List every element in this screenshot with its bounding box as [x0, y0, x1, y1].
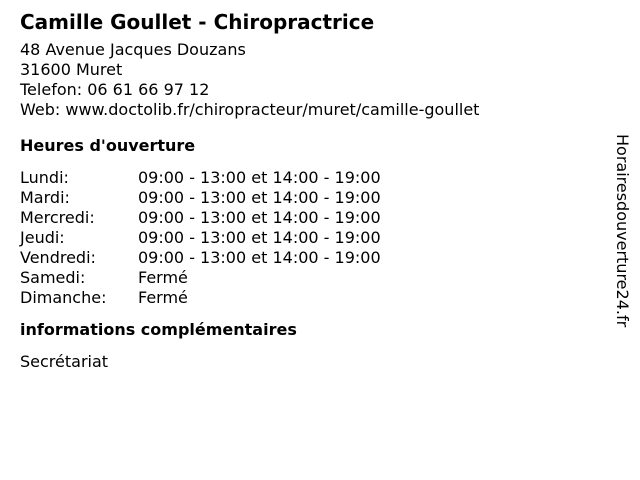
business-name: Camille Goullet - Chiropractrice: [20, 10, 375, 34]
hours-value: 09:00 - 13:00 et 14:00 - 19:00: [138, 188, 381, 207]
hours-value: Fermé: [138, 268, 188, 287]
site-watermark: Horairesdouverture24.fr: [613, 134, 632, 328]
hours-row-tuesday: [20, 188, 600, 208]
hours-value: 09:00 - 13:00 et 14:00 - 19:00: [138, 208, 381, 227]
additional-info-title: informations complémentaires: [20, 320, 297, 339]
business-card: [20, 8, 600, 372]
opening-hours-title: Heures d'ouverture: [20, 136, 196, 155]
day-label: Dimanche:: [20, 288, 107, 307]
day-label: Mercredi:: [20, 208, 95, 227]
website-link[interactable]: www.doctolib.fr/chiropracteur/muret/camille-goullet: [65, 100, 480, 119]
day-label: Jeudi:: [20, 228, 65, 247]
day-label: Samedi:: [20, 268, 86, 287]
phone-label: Telefon:: [20, 80, 83, 99]
hours-row-sunday: [20, 288, 600, 308]
day-label: Vendredi:: [20, 248, 96, 267]
hours-row-wednesday: [20, 208, 600, 228]
day-label: Lundi:: [20, 168, 69, 187]
address-line-1: 48 Avenue Jacques Douzans: [20, 40, 246, 59]
hours-row-monday: [20, 168, 600, 188]
additional-info-text: Secrétariat: [20, 352, 109, 371]
web-label: Web:: [20, 100, 61, 119]
phone-line: [20, 80, 600, 100]
hours-row-saturday: [20, 268, 600, 288]
hours-row-thursday: [20, 228, 600, 248]
hours-value: Fermé: [138, 288, 188, 307]
hours-value: 09:00 - 13:00 et 14:00 - 19:00: [138, 248, 381, 267]
web-line: [20, 100, 600, 120]
address-line-2: 31600 Muret: [20, 60, 123, 79]
hours-row-friday: [20, 248, 600, 268]
hours-value: 09:00 - 13:00 et 14:00 - 19:00: [138, 168, 381, 187]
day-label: Mardi:: [20, 188, 70, 207]
phone-number[interactable]: 06 61 66 97 12: [87, 80, 210, 99]
hours-value: 09:00 - 13:00 et 14:00 - 19:00: [138, 228, 381, 247]
